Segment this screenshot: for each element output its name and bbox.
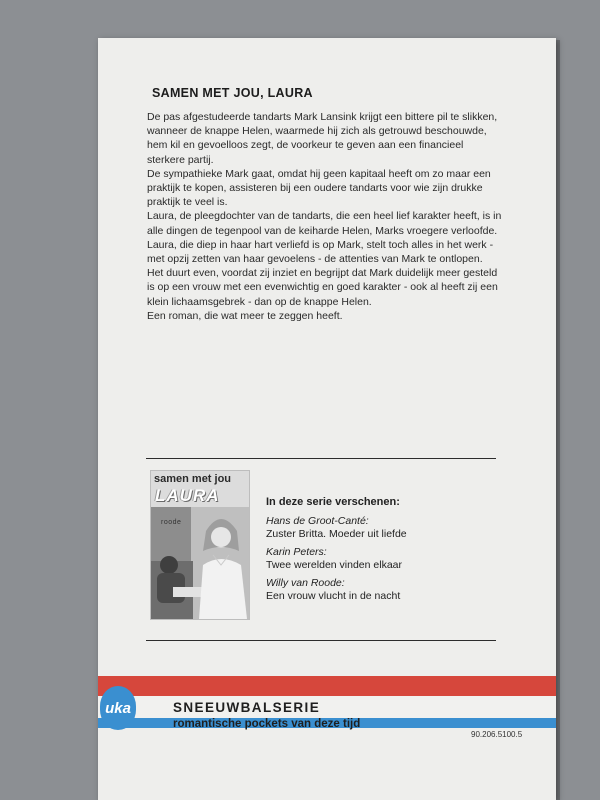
blurb-paragraph: De pas afgestudeerde tandarts Mark Lansink krijgt een bittere pil te slikken, wanneer de knappe Helen, waarmede hij zich als getrouwd beschouwde, hem kil en gevoelloos zegt, de voorkeur te geven aan een financieel sterkere partij.	[147, 111, 498, 166]
series-list	[266, 496, 506, 608]
series-entry	[266, 546, 506, 572]
thumbnail-name: LAURA	[155, 486, 220, 505]
catalog-code: 90.206.5100.5	[471, 730, 523, 739]
series-entry-title: Zuster Britta. Moeder uit liefde	[266, 528, 407, 540]
blurb-paragraph: Het duurt even, voordat zij inziet en begrijpt dat Mark duidelijk meer gesteld is op een vrouw met een evenwichtig en goed karakter - ook al heeft zij een klein lichaamsgebrek - dan op de knappe Helen.	[147, 267, 498, 308]
thumbnail-title: samen met jou	[154, 473, 232, 485]
book-back-cover	[98, 38, 556, 800]
book-blurb	[147, 110, 503, 323]
series-name: SNEEUWBALSERIE	[173, 700, 321, 715]
cover-thumbnail	[150, 470, 250, 620]
blurb-paragraph: Een roman, die wat meer te zeggen heeft.	[147, 309, 343, 322]
blurb-paragraph: Laura, die diep in haar hart verliefd is op Mark, stelt toch alles in het werk - met opzij zetten van haar gevoelens - de attenties van Mark te ontlopen.	[147, 238, 494, 266]
band-white-stripe	[98, 696, 556, 718]
series-heading: In deze serie verschenen:	[266, 496, 400, 508]
blurb-paragraph: De sympathieke Mark gaat, omdat hij geen kapitaal heeft om zo maar een praktijk te kopen, assisteren bij een oudere tandarts voor wie zijn drukke praktijk te veel is.	[147, 167, 491, 209]
band-red-stripe	[98, 676, 556, 696]
series-entry-author: Hans de Groot-Canté:	[266, 515, 369, 527]
series-entry	[266, 515, 506, 541]
series-entry-author: Willy van Roode:	[266, 577, 345, 589]
series-entry-author: Karin Peters:	[266, 546, 327, 558]
series-tagline: romantische pockets van deze tijd	[173, 718, 361, 730]
series-entry	[266, 577, 506, 603]
publisher-logo: uka	[100, 686, 136, 730]
series-entry-title: Twee werelden vinden elkaar	[266, 559, 402, 571]
blurb-paragraph: Laura, de pleegdochter van de tandarts, die een heel lief karakter heeft, is in alle dingen de tegenpool van de keiharde Helen, Marks vroegere verloofde.	[147, 210, 502, 237]
divider-top	[146, 458, 496, 459]
book-title: SAMEN MET JOU, LAURA	[152, 86, 313, 100]
divider-bottom	[146, 640, 496, 641]
series-entry-title: Een vrouw vlucht in de nacht	[266, 590, 401, 602]
thumbnail-author: roode	[161, 519, 182, 526]
